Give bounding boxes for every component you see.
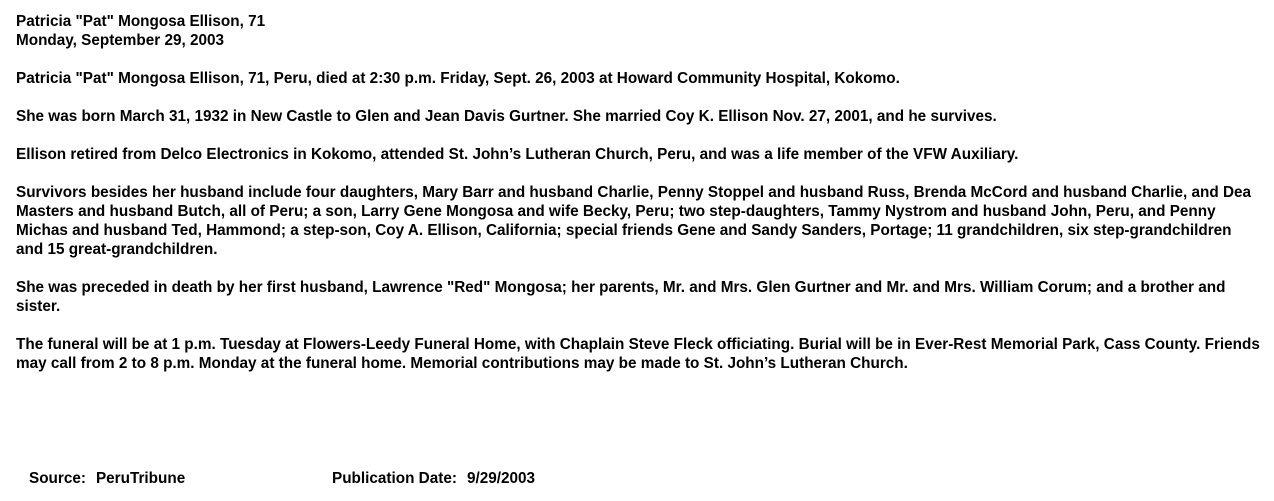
paragraph-birth: She was born March 31, 1932 in New Castle to Glen and Jean Davis Gurtner. She married Coy K. Ellison Nov. 27, 2001, and he survives. bbox=[16, 108, 997, 125]
paragraph-career: Ellison retired from Delco Electronics in Kokomo, attended St. John’s Lutheran Church, Peru, and was a life member of the VFW Auxiliary. bbox=[16, 146, 1019, 163]
source-field bbox=[29, 469, 185, 488]
source-label: Source: bbox=[29, 470, 86, 487]
paragraph-survivors: Survivors besides her husband include four daughters, Mary Barr and husband Charlie, Penny Stoppel and husband Russ, Brenda McCord and husband Charlie, and Dea Masters and husband Butch, all of Peru; a son, Larry Gene Mongosa and wife Becky, Peru; two step-daughters, Tammy Nystrom and husband John, Peru, and Penny Michas and husband Ted, Hammond; a step-son, Coy A. Ellison, California; special friends Gene and Sandy Sanders, Portage; 11 grandchildren, six step-grandchildren and 15 great-grandchildren. bbox=[16, 184, 1252, 258]
publication-date-field bbox=[332, 469, 535, 488]
publication-date-value: 9/29/2003 bbox=[466, 470, 535, 487]
obituary-date: Monday, September 29, 2003 bbox=[16, 32, 225, 49]
paragraph-funeral: The funeral will be at 1 p.m. Tuesday at Flowers-Leedy Funeral Home, with Chaplain Steve Fleck officiating. Burial will be in Ever-Rest Memorial Park, Cass County. Friends may call from 2 to 8 p.m. Monday at the funeral home. Memorial contributions may be made to St. John’s Lutheran Church. bbox=[16, 336, 1260, 372]
paragraph-death-notice: Patricia "Pat" Mongosa Ellison, 71, Peru, died at 2:30 p.m. Friday, Sept. 26, 2003 at Howard Community Hospital, Kokomo. bbox=[16, 70, 900, 87]
paragraph-preceded: She was preceded in death by her first husband, Lawrence "Red" Mongosa; her parents, Mr. and Mrs. Glen Gurtner and Mr. and Mrs. William Corum; and a brother and sister. bbox=[16, 279, 1226, 315]
obituary-document bbox=[16, 12, 1261, 373]
obituary-title: Patricia "Pat" Mongosa Ellison, 71 bbox=[16, 13, 266, 30]
publication-date-label: Publication Date: bbox=[332, 470, 457, 487]
source-value: PeruTribune bbox=[95, 470, 186, 487]
